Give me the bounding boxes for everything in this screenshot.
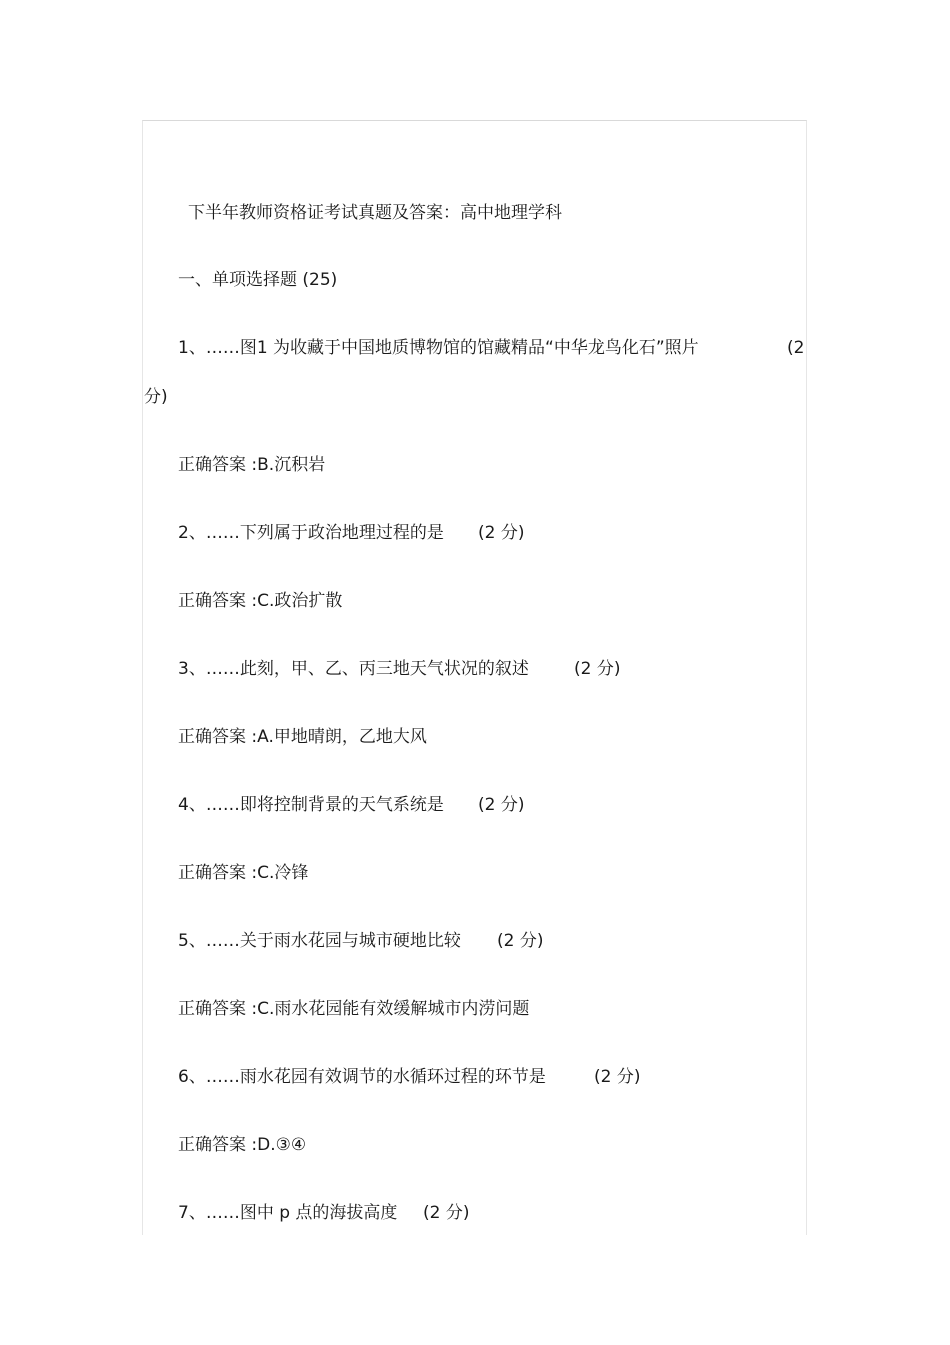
question-7-text: 7、……图中 p 点的海拔高度 [178, 1203, 398, 1223]
document-title: 下半年教师资格证考试真题及答案：高中地理学科 [188, 203, 562, 223]
question-3-text: 3、……此刻，甲、乙、丙三地天气状况的叙述 [178, 659, 529, 679]
question-1-points: (2 [787, 338, 805, 358]
question-1-text: 1、……图1 为收藏于中国地质博物馆的馆藏精品“中华龙鸟化石”照片 [178, 338, 699, 358]
question-4-answer: 正确答案 :C.冷锋 [178, 863, 309, 883]
question-6-text: 6、……雨水花园有效调节的水循环过程的环节是 [178, 1067, 546, 1087]
question-4-points: (2 分) [478, 795, 525, 815]
question-3-answer: 正确答案 :A.甲地晴朗，乙地大风 [178, 727, 427, 747]
question-7-points: (2 分) [423, 1203, 470, 1223]
question-6-points: (2 分) [594, 1067, 641, 1087]
document-page [142, 120, 807, 1235]
question-5-text: 5、……关于雨水花园与城市硬地比较 [178, 931, 461, 951]
question-2-answer: 正确答案 :C.政治扩散 [178, 591, 343, 611]
question-2-points: (2 分) [478, 523, 525, 543]
question-5-answer: 正确答案 :C.雨水花园能有效缓解城市内涝问题 [178, 999, 530, 1019]
question-1-points-continued: 分) [144, 387, 168, 407]
question-5-points: (2 分) [497, 931, 544, 951]
question-3-points: (2 分) [574, 659, 621, 679]
question-6-answer: 正确答案 :D.③④ [178, 1135, 307, 1155]
question-1-answer: 正确答案 :B.沉积岩 [178, 455, 326, 475]
section-heading: 一、单项选择题 (25) [178, 270, 338, 290]
question-2-text: 2、……下列属于政治地理过程的是 [178, 523, 444, 543]
question-4-text: 4、……即将控制背景的天气系统是 [178, 795, 444, 815]
